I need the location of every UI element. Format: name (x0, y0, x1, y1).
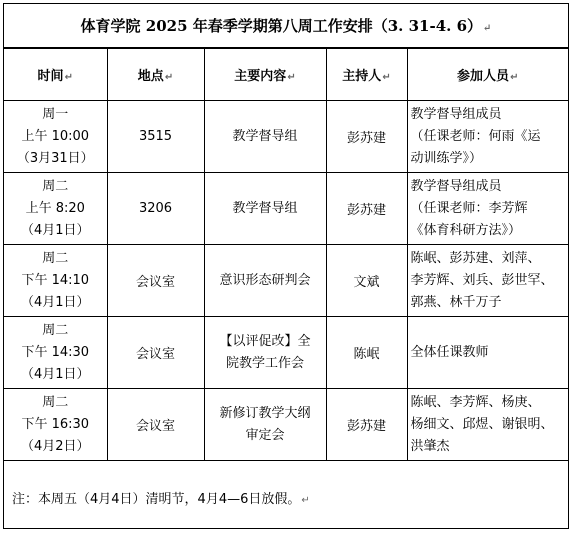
time-cell-line: 周二 (42, 250, 69, 266)
content-cell-line: 审定会 (245, 427, 285, 443)
time-cell-line: （3月31日） (16, 150, 94, 166)
attendees-cell-line: （任课老师：李芳辉 (410, 200, 528, 216)
header-content: 主要内容↵ (204, 49, 326, 101)
attendees-cell-line: （任课老师：何雨《运 (410, 128, 541, 144)
place-cell: 会议室 (107, 245, 204, 317)
content-cell (204, 245, 326, 317)
holiday-note: 注：本周五（4月4日）清明节，4月4—6日放假。↵ (12, 492, 310, 507)
time-cell-line: 周一 (42, 106, 69, 122)
place-cell: 会议室 (107, 317, 204, 389)
time-cell-line: （4月2日） (20, 438, 90, 454)
time-cell (4, 245, 107, 317)
time-cell-line: 上午 8:20 (25, 200, 85, 216)
schedule-document (3, 3, 569, 529)
header-attendees: 参加人员↵ (407, 49, 568, 101)
content-cell-line: 教学督导组 (232, 128, 298, 144)
time-cell-line: 下午 14:10 (21, 272, 90, 288)
time-cell (4, 389, 107, 461)
attendees-cell (407, 173, 568, 245)
attendees-cell-line: 李芳辉、刘兵、彭世罕、 (410, 272, 554, 288)
time-cell-line: 下午 16:30 (21, 416, 90, 432)
table-row (4, 389, 568, 461)
attendees-cell (407, 317, 568, 389)
place-cell: 3515 (107, 101, 204, 173)
attendees-cell-line: 全体任课教师 (410, 344, 489, 360)
time-cell (4, 317, 107, 389)
return-mark-icon: ↵ (483, 23, 492, 34)
time-cell-line: 周二 (42, 178, 69, 194)
attendees-cell-line: 陈岷、彭苏建、刘萍、 (410, 250, 541, 266)
content-cell-line: 教学督导组 (232, 200, 298, 216)
time-cell-line: 上午 10:00 (21, 128, 90, 144)
time-cell-line: 下午 14:30 (21, 344, 90, 360)
attendees-cell-line: 动训练学》） (410, 150, 483, 166)
table-row (4, 317, 568, 389)
time-cell (4, 101, 107, 173)
content-cell-line: 新修订教学大纲 (219, 405, 311, 421)
attendees-cell-line: 陈岷、李芳辉、杨庚、 (410, 394, 541, 410)
time-cell-line: （4月1日） (20, 294, 90, 310)
schedule-table (4, 48, 568, 461)
document-title: 体育学院 2025 年春季学期第八周工作安排（3. 31-4. 6）↵ (4, 4, 568, 48)
content-cell-line: 意识形态研判会 (219, 272, 311, 288)
table-row (4, 101, 568, 173)
time-cell (4, 173, 107, 245)
place-cell: 会议室 (107, 389, 204, 461)
time-cell-line: （4月1日） (20, 222, 90, 238)
time-cell-line: 周二 (42, 394, 69, 410)
attendees-cell-line: 杨细文、邱煜、谢银明、 (410, 416, 554, 432)
header-row (4, 49, 568, 101)
attendees-cell-line: 教学督导组成员 (410, 178, 502, 194)
host-cell: 彭苏建 (326, 173, 407, 245)
content-cell (204, 101, 326, 173)
attendees-cell (407, 389, 568, 461)
attendees-cell-line: 《体育科研方法》） (410, 222, 522, 238)
place-cell: 3206 (107, 173, 204, 245)
host-cell: 彭苏建 (326, 101, 407, 173)
table-row (4, 173, 568, 245)
header-host: 主持人↵ (326, 49, 407, 101)
time-cell-line: （4月1日） (20, 366, 90, 382)
content-cell-line: 【以评促改】全 (219, 333, 311, 349)
time-cell-line: 周二 (42, 322, 69, 338)
content-cell (204, 173, 326, 245)
table-row (4, 245, 568, 317)
header-time: 时间↵ (4, 49, 107, 101)
attendees-cell (407, 101, 568, 173)
content-cell-line: 院教学工作会 (225, 355, 304, 371)
host-cell: 文斌 (326, 245, 407, 317)
header-place: 地点↵ (107, 49, 204, 101)
attendees-cell (407, 245, 568, 317)
attendees-cell-line: 洪肇杰 (410, 438, 450, 454)
attendees-cell-line: 郭燕、林千万子 (410, 294, 502, 310)
attendees-cell-line: 教学督导组成员 (410, 106, 502, 122)
host-cell: 陈岷 (326, 317, 407, 389)
host-cell: 彭苏建 (326, 389, 407, 461)
content-cell (204, 389, 326, 461)
content-cell (204, 317, 326, 389)
